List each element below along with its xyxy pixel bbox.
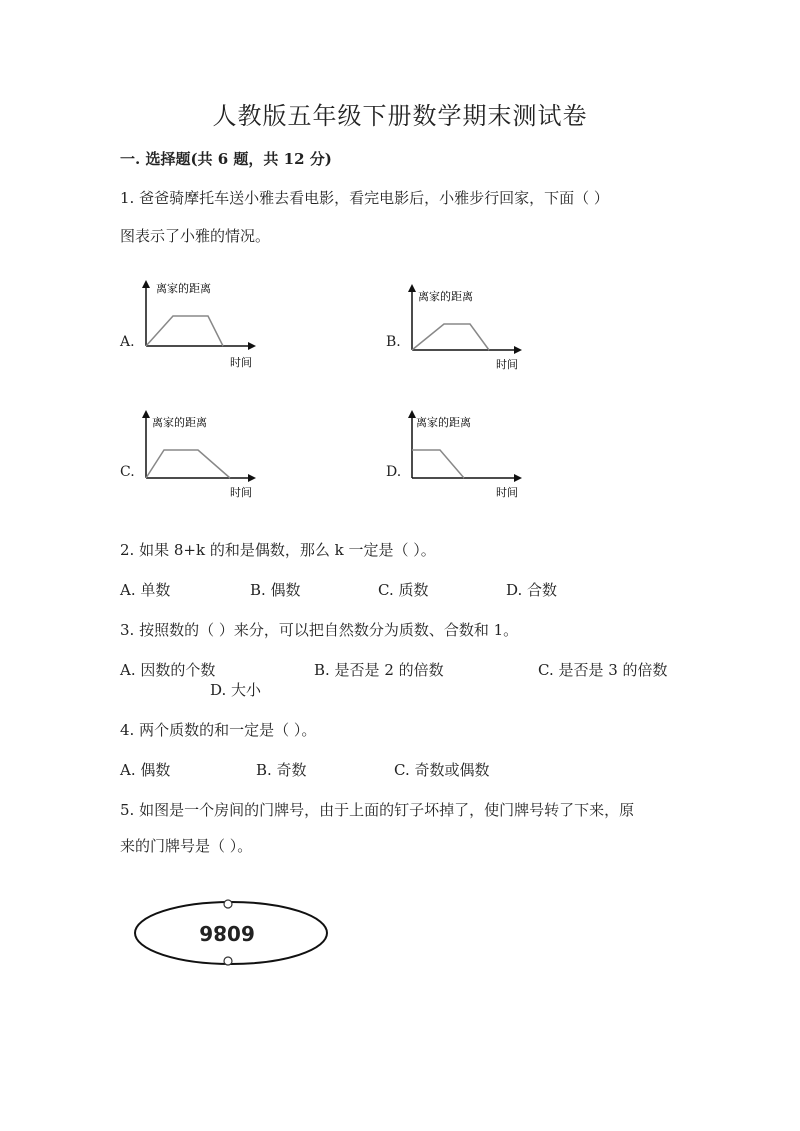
q1-graph-a-y-label: 离家的距离: [156, 282, 211, 295]
q3-option-b[interactable]: B. 是否是 2 的倍数: [314, 661, 444, 679]
q1-graph-d: [404, 406, 534, 502]
q1-option-b-label[interactable]: B.: [386, 334, 401, 350]
q1-graph-b-x-label: 时间: [496, 358, 518, 371]
q1-option-c-label[interactable]: C.: [120, 464, 135, 480]
q2-option-c[interactable]: C. 质数: [378, 581, 429, 599]
q5-text-line1: 5. 如图是一个房间的门牌号，由于上面的钉子坏掉了，使门牌号转了下来，原: [120, 801, 635, 819]
q1-graph-d-y-label: 离家的距离: [416, 416, 471, 429]
q2-option-d[interactable]: D. 合数: [506, 581, 558, 599]
q4-option-b[interactable]: B. 奇数: [256, 761, 307, 779]
q5-text-line2: 来的门牌号是（ ）。: [120, 837, 253, 855]
q1-option-a-label[interactable]: A.: [120, 334, 135, 350]
q1-graph-a: [138, 276, 268, 372]
door-plate-number: 6086: [199, 921, 255, 945]
q1-graph-a-x-label: 时间: [230, 356, 252, 369]
section-heading: 一. 选择题(共 6 题，共 12 分): [120, 150, 332, 168]
q4-text: 4. 两个质数的和一定是（ ）。: [120, 721, 317, 739]
door-plate-bottom-nail-hole: [224, 957, 232, 965]
q1-graph-c: [138, 406, 268, 502]
q2-option-b[interactable]: B. 偶数: [250, 581, 301, 599]
q3-option-a[interactable]: A. 因数的个数: [120, 661, 216, 679]
q3-option-d[interactable]: D. 大小: [210, 681, 262, 699]
q1-graph-c-y-label: 离家的距离: [152, 416, 207, 429]
q2-option-a[interactable]: A. 单数: [120, 581, 171, 599]
q3-option-c[interactable]: C. 是否是 3 的倍数: [538, 661, 668, 679]
door-plate-figure: [128, 894, 334, 972]
q1-graph-d-x-label: 时间: [496, 486, 518, 499]
door-plate-top-nail-hole: [224, 900, 232, 908]
q1-text-line1: 1. 爸爸骑摩托车送小雅去看电影，看完电影后，小雅步行回家，下面（ ）: [120, 189, 609, 207]
q1-text-line2: 图表示了小雅的情况。: [120, 227, 271, 245]
q1-graph-b: [404, 280, 534, 376]
q3-text: 3. 按照数的（ ）来分，可以把自然数分为质数、合数和 1。: [120, 621, 519, 639]
q4-option-c[interactable]: C. 奇数或偶数: [394, 761, 490, 779]
page-title: 人教版五年级下册数学期末测试卷: [212, 102, 588, 130]
q4-option-a[interactable]: A. 偶数: [120, 761, 171, 779]
q1-graph-c-x-label: 时间: [230, 486, 252, 499]
q1-option-d-label[interactable]: D.: [386, 464, 402, 480]
q2-text: 2. 如果 8+k 的和是偶数，那么 k 一定是（ ）。: [120, 541, 436, 559]
q1-graph-b-y-label: 离家的距离: [418, 290, 473, 303]
